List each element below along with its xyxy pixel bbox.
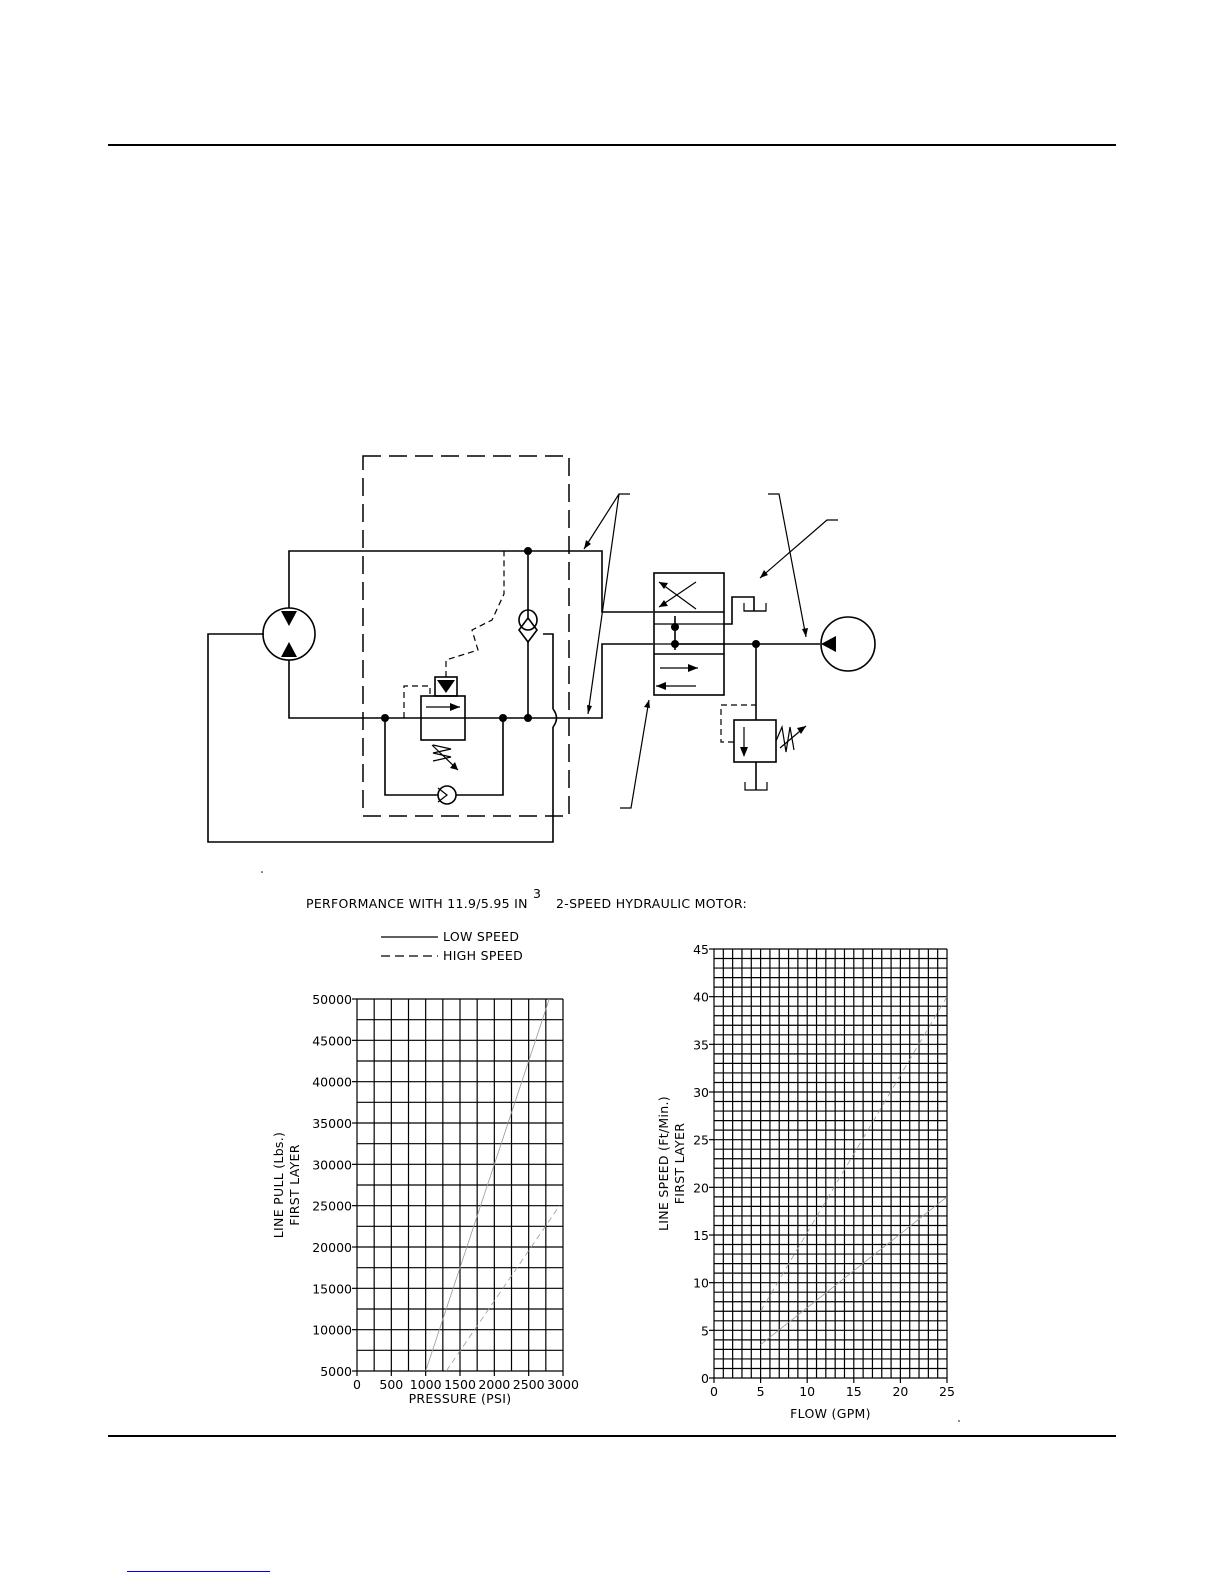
hydraulic-schematic [208, 456, 875, 842]
y-tick-label: 25 [693, 1132, 709, 1148]
x-tick-label: 1500 [444, 1377, 476, 1392]
speck [958, 1420, 960, 1422]
line-speed-chart [656, 942, 955, 1421]
y-tick-label: 10000 [312, 1322, 352, 1338]
y-tick-label: 15000 [312, 1281, 352, 1297]
x-tick-label: 10 [799, 1384, 816, 1399]
y-tick-label: 30000 [312, 1157, 352, 1173]
y-tick-label: 35000 [312, 1116, 352, 1131]
hydraulic-motor-icon [263, 608, 315, 660]
x-tick-label: 1000 [409, 1377, 442, 1392]
y-tick-label: 5 [701, 1323, 709, 1339]
y-tick-label: 40 [693, 989, 709, 1005]
x-axis-label: PRESSURE (PSI) [408, 1391, 512, 1406]
line-pull-chart [271, 992, 579, 1406]
relief-valve-icon [721, 705, 806, 762]
x-tick-label: 2500 [512, 1377, 545, 1392]
counterbalance-valve-icon [404, 551, 504, 770]
y-tick-label: 5000 [320, 1364, 352, 1379]
y-tick-label: 45000 [312, 1033, 352, 1049]
legend-low-speed-label: LOW SPEED [443, 929, 520, 944]
y-tick-label: 40000 [312, 1074, 352, 1090]
performance-heading: PERFORMANCE WITH 11.9/5.95 IN [306, 896, 528, 911]
performance-heading-suffix: 2-SPEED HYDRAULIC MOTOR: [556, 896, 748, 911]
speck [261, 871, 263, 873]
x-tick-label: 5 [756, 1384, 765, 1399]
lower-work-line [289, 644, 653, 718]
y-axis-sublabel: FIRST LAYER [672, 1122, 687, 1205]
directional-valve-icon [654, 573, 724, 695]
x-axis-label: FLOW (GPM) [790, 1406, 871, 1421]
performance-heading-superscript: 3 [533, 886, 542, 901]
x-tick-label: 0 [710, 1384, 718, 1399]
y-axis-label: LINE PULL (Lbs.) [271, 1131, 286, 1239]
x-tick-label: 20 [892, 1384, 909, 1399]
y-axis-label: LINE SPEED (Ft/Min.) [656, 1096, 671, 1231]
y-tick-label: 20000 [312, 1240, 352, 1255]
x-tick-label: 25 [939, 1384, 955, 1399]
y-tick-label: 35 [693, 1037, 709, 1053]
x-tick-label: 3000 [547, 1377, 579, 1392]
y-axis-sublabel: FIRST LAYER [287, 1144, 302, 1226]
legend-high-speed-label: HIGH SPEED [443, 948, 524, 963]
motor-drain-line [208, 634, 553, 842]
y-tick-label: 0 [701, 1371, 709, 1386]
brake-valve-enclosure [363, 456, 569, 816]
upper-work-line [289, 551, 653, 612]
x-tick-label: 0 [353, 1377, 361, 1392]
y-tick-label: 45 [693, 942, 709, 957]
x-tick-label: 15 [845, 1384, 862, 1399]
pump-icon [821, 617, 875, 671]
x-tick-label: 500 [379, 1377, 404, 1392]
y-tick-label: 25000 [312, 1198, 352, 1214]
y-tick-label: 30 [693, 1085, 709, 1100]
y-tick-label: 10 [693, 1275, 709, 1291]
y-tick-label: 50000 [312, 992, 352, 1007]
x-tick-label: 2000 [478, 1377, 511, 1392]
y-tick-label: 15 [693, 1228, 709, 1243]
y-tick-label: 20 [693, 1180, 709, 1196]
